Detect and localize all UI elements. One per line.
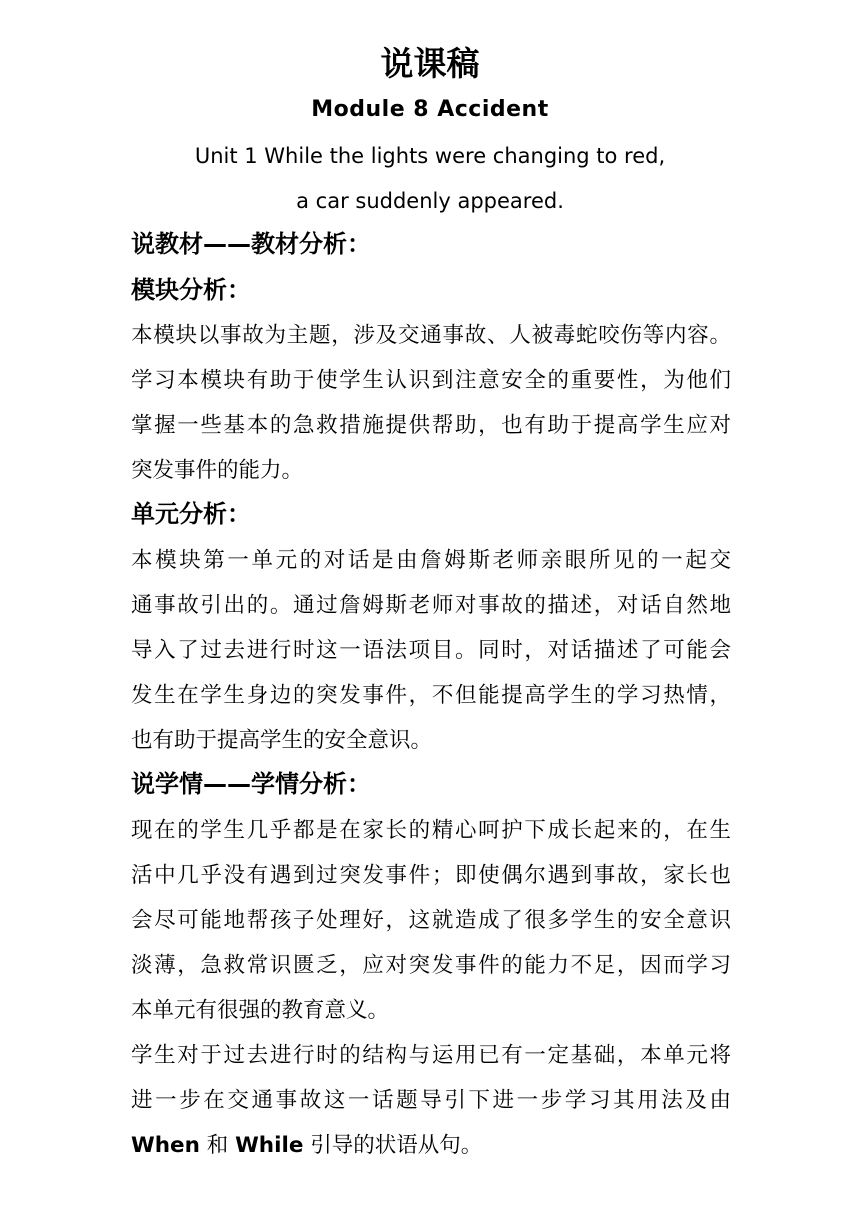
paragraph-module-analysis [131, 313, 731, 493]
module-title: Module 8 Accident [311, 97, 549, 122]
paragraph-line: 学生对于过去进行时的结构与运用已有一定基础，本单元将 [131, 1043, 731, 1068]
section-heading-textbook: 说教材——教材分析： [131, 230, 371, 258]
paragraph-line: 也有助于提高学生的安全意识。 [131, 728, 433, 753]
paragraph-line: 学习本模块有助于使学生认识到注意安全的重要性，为他们 [131, 368, 731, 393]
section-heading-students: 说学情——学情分析： [131, 770, 371, 798]
keyword-when: When [131, 1133, 200, 1158]
paragraph-line: 掌握一些基本的急救措施提供帮助，也有助于提高学生应对 [131, 413, 731, 438]
unit-title-line-1: Unit 1 While the lights were changing to red, [194, 144, 666, 168]
paragraph-line: 会尽可能地帮孩子处理好，这就造成了很多学生的安全意识 [131, 908, 731, 933]
paragraph-line: 本模块第一单元的对话是由詹姆斯老师亲眼所见的一起交 [131, 548, 731, 573]
section-heading-unit-analysis: 单元分析： [131, 500, 251, 528]
paragraph-line: 通事故引出的。通过詹姆斯老师对事故的描述，对话自然地 [131, 593, 731, 618]
paragraph-line: 淡薄，急救常识匮乏，应对突发事件的能力不足，因而学习 [131, 953, 731, 978]
section-heading-module-analysis: 模块分析： [131, 276, 251, 304]
paragraph-line: 发生在学生身边的突发事件，不但能提高学生的学习热情， [131, 683, 731, 708]
keyword-while: While [235, 1133, 304, 1158]
page-title: 说课稿 [380, 44, 480, 83]
paragraph-line: 现在的学生几乎都是在家长的精心呵护下成长起来的，在生 [131, 818, 731, 843]
line-rest-text: 引导的状语从句。 [303, 1133, 483, 1158]
paragraph-students-2 [131, 1033, 731, 1168]
paragraph-line: 进一步在交通事故这一话题导引下进一步学习其用法及由 [131, 1088, 731, 1113]
paragraph-students-1 [131, 808, 731, 1033]
paragraph-unit-analysis [131, 538, 731, 763]
paragraph-line: 突发事件的能力。 [131, 458, 304, 483]
paragraph-line: 活中几乎没有遇到过突发事件；即使偶尔遇到事故，家长也 [131, 863, 731, 888]
paragraph-line: 本模块以事故为主题，涉及交通事故、人被毒蛇咬伤等内容。 [131, 323, 731, 348]
paragraph-line: 本单元有很强的教育意义。 [131, 998, 390, 1023]
conjunction-text: 和 [199, 1133, 236, 1158]
unit-title-line-2: a car suddenly appeared. [296, 189, 564, 213]
paragraph-line-last [131, 1123, 731, 1168]
paragraph-line: 导入了过去进行时这一语法项目。同时，对话描述了可能会 [131, 638, 731, 663]
